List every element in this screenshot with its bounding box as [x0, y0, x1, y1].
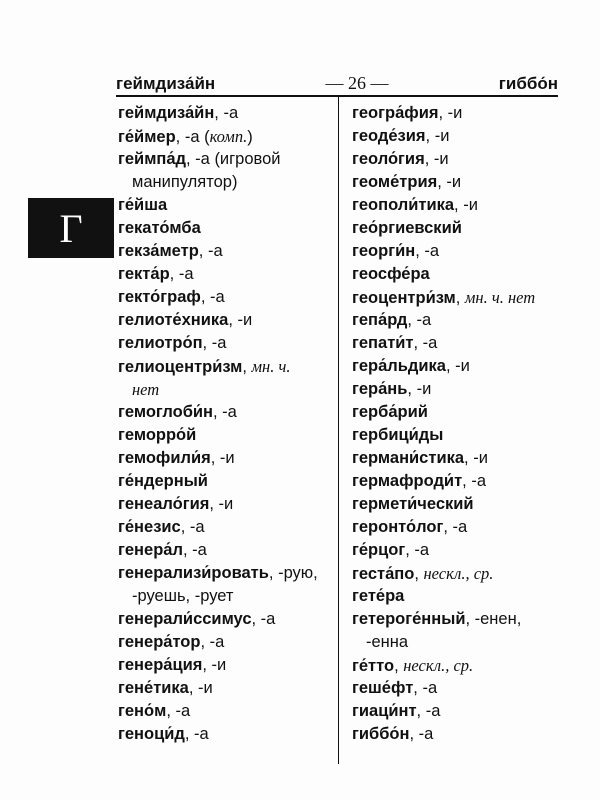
- headword: гербици́ды: [352, 426, 444, 444]
- headword: гекза́метр: [118, 242, 199, 260]
- inflection: , -и: [424, 150, 449, 168]
- inflection: , -а: [169, 265, 194, 283]
- dictionary-entry: [352, 240, 562, 263]
- headword: генерализи́ровать: [118, 564, 269, 582]
- headword: геоло́гия: [352, 150, 425, 168]
- grammar-note: мн. ч. нет: [464, 288, 536, 307]
- inflection: , -а: [407, 311, 432, 329]
- inflection: , -а: [184, 725, 209, 743]
- inflection: , -и: [209, 495, 234, 513]
- inflection: , -а: [251, 610, 276, 628]
- dictionary-entry: [118, 401, 332, 424]
- dictionary-entry: [352, 723, 562, 746]
- dictionary-entry: [118, 102, 332, 125]
- dictionary-entry: [118, 194, 332, 217]
- inflection: , -и: [464, 449, 488, 467]
- headword: гера́нь: [352, 380, 408, 398]
- dictionary-entry: [118, 631, 332, 654]
- headword: гера́льдика: [352, 357, 446, 375]
- entry-continuation: [118, 171, 332, 194]
- dictionary-entry: [118, 332, 332, 355]
- dictionary-entry: [352, 700, 562, 723]
- entry-continuation: [352, 631, 562, 654]
- headword: геогра́фия: [352, 104, 439, 122]
- dictionary-entry: [352, 309, 562, 332]
- grammar-note: мн. ч.: [251, 357, 291, 376]
- dictionary-entry: [118, 263, 332, 286]
- headword: геноци́д: [118, 725, 185, 743]
- dictionary-entry: [352, 447, 562, 470]
- inflection: , -и: [407, 380, 432, 398]
- headword: генера́ция: [118, 656, 203, 674]
- headword: герба́рий: [352, 403, 428, 421]
- dictionary-entry: [352, 148, 562, 171]
- grammar-note: нет: [132, 380, 160, 399]
- inflection: , -а: [180, 518, 205, 536]
- dictionary-entry: [118, 309, 332, 332]
- headword: гелиотро́п: [118, 334, 203, 352]
- headword: геймпа́д: [118, 150, 187, 168]
- inflection: ,: [242, 358, 252, 376]
- dictionary-entry: [118, 516, 332, 539]
- inflection: ,: [414, 565, 424, 583]
- dictionary-entry: [352, 355, 562, 378]
- dictionary-entry: [352, 585, 562, 608]
- headword: гео́ргиевский: [352, 219, 462, 237]
- dictionary-entry: [118, 608, 332, 631]
- dictionary-entry: [352, 401, 562, 424]
- dictionary-entry: [118, 148, 332, 171]
- dictionary-entry: [118, 125, 332, 148]
- headword: гелиоцентри́зм: [118, 358, 243, 376]
- dictionary-entry: [118, 447, 332, 470]
- headword: генеало́гия: [118, 495, 210, 513]
- dictionary-entry: [352, 562, 562, 585]
- dictionary-entry: [352, 217, 562, 240]
- dictionary-entry: [118, 470, 332, 493]
- headword: германи́стика: [352, 449, 465, 467]
- header-right-headword: гиббо́н: [498, 74, 558, 93]
- right-column: [352, 102, 562, 746]
- inflection: , -а: [462, 472, 486, 490]
- headword: гемофили́я: [118, 449, 211, 467]
- dictionary-entry: [118, 493, 332, 516]
- headword: гиаци́нт: [352, 702, 417, 720]
- headword: гемоглоби́н: [118, 403, 214, 421]
- headword: ге́йша: [118, 196, 168, 214]
- dictionary-entry: [118, 240, 332, 263]
- dictionary-entry: [118, 654, 332, 677]
- dictionary-entry: [352, 677, 562, 700]
- dictionary-entry: [352, 171, 562, 194]
- headword: гелиоте́хника: [118, 311, 229, 329]
- dictionary-entry: [118, 700, 332, 723]
- headword: ге́ймер: [118, 128, 176, 146]
- headword: гекато́мба: [118, 219, 201, 237]
- headword: геронто́лог: [352, 518, 444, 536]
- inflection: , -а: [413, 334, 438, 352]
- headword: гепати́т: [352, 334, 414, 352]
- dictionary-entry: [352, 424, 562, 447]
- grammar-note: комп.: [209, 127, 248, 146]
- dictionary-entry: [118, 217, 332, 240]
- inflection: , -а: [443, 518, 468, 536]
- dictionary-entry: [352, 286, 562, 309]
- dictionary-entry: [352, 194, 562, 217]
- continuation-text: -руешь, -рует: [132, 587, 234, 605]
- headword: геста́по: [352, 565, 415, 583]
- inflection: , -а (игровой: [186, 150, 281, 168]
- headword: геополи́тика: [352, 196, 455, 214]
- headword: гепа́рд: [352, 311, 408, 329]
- inflection: , -енен,: [465, 610, 522, 628]
- inflection: , -и: [202, 656, 227, 674]
- dictionary-entry: [118, 539, 332, 562]
- dictionary-entry: [118, 723, 332, 746]
- dictionary-entry: [352, 516, 562, 539]
- headword: георги́н: [352, 242, 416, 260]
- inflection: , -а: [200, 633, 225, 651]
- page-number: — 26 —: [325, 73, 389, 93]
- headword: генерали́ссимус: [118, 610, 252, 628]
- inflection: , -а (: [175, 128, 210, 146]
- headword: геоцентри́зм: [352, 289, 456, 307]
- left-column: [118, 102, 332, 746]
- grammar-note: нескл., ср.: [403, 656, 474, 675]
- inflection: , -а: [409, 725, 434, 743]
- dictionary-entry: [352, 470, 562, 493]
- dictionary-entry: [352, 125, 562, 148]
- headword: гиббо́н: [352, 725, 410, 743]
- inflection: , -а: [413, 679, 438, 697]
- inflection: ,: [455, 289, 465, 307]
- inflection: , -а: [166, 702, 191, 720]
- dictionary-entry: [352, 608, 562, 631]
- inflection-tail: ): [247, 128, 253, 146]
- dictionary-entry: [118, 355, 332, 378]
- headword: генера́тор: [118, 633, 201, 651]
- dictionary-entry: [352, 493, 562, 516]
- headword: ге́рцог: [352, 541, 406, 559]
- inflection: , -рую,: [268, 564, 318, 582]
- grammar-note: нескл., ср.: [423, 564, 494, 583]
- inflection: , -и: [210, 449, 235, 467]
- dictionary-entry: [118, 286, 332, 309]
- entry-continuation: [118, 378, 332, 401]
- inflection: , -и: [188, 679, 213, 697]
- continuation-text: манипулятор): [132, 173, 238, 191]
- inflection: , -и: [438, 104, 463, 122]
- headword: гетероге́нный: [352, 610, 466, 628]
- headword: ге́тто: [352, 657, 395, 675]
- headword: геосфе́ра: [352, 265, 430, 283]
- headword: геше́фт: [352, 679, 414, 697]
- dictionary-entry: [352, 263, 562, 286]
- inflection: , -а: [214, 104, 239, 122]
- inflection: , -а: [415, 242, 440, 260]
- inflection: , -а: [202, 334, 227, 352]
- column-divider: [338, 96, 339, 764]
- headword: гете́ра: [352, 587, 405, 605]
- headword: ге́незис: [118, 518, 181, 536]
- inflection: , -и: [425, 127, 450, 145]
- headword: геоме́трия: [352, 173, 438, 191]
- inflection: , -и: [437, 173, 462, 191]
- inflection: , -а: [198, 242, 223, 260]
- inflection: , -а: [416, 702, 441, 720]
- entry-continuation: [118, 585, 332, 608]
- headword: гермафроди́т: [352, 472, 463, 490]
- dictionary-entry: [352, 332, 562, 355]
- dictionary-entry: [352, 654, 562, 677]
- inflection: , -и: [454, 196, 478, 214]
- dictionary-entry: [118, 424, 332, 447]
- headword: ге́ндерный: [118, 472, 208, 490]
- inflection: , -а: [200, 288, 225, 306]
- running-header: [116, 66, 558, 97]
- headword: гермети́ческий: [352, 495, 474, 513]
- headword: гено́м: [118, 702, 167, 720]
- header-left-headword: геймдиза́йн: [116, 74, 216, 93]
- inflection: , -а: [182, 541, 207, 559]
- inflection: , -и: [445, 357, 470, 375]
- dictionary-entry: [352, 378, 562, 401]
- headword: генера́л: [118, 541, 183, 559]
- headword: геймдиза́йн: [118, 104, 215, 122]
- headword: гекто́граф: [118, 288, 201, 306]
- dictionary-entry: [118, 677, 332, 700]
- continuation-text: -енна: [366, 633, 409, 651]
- headword: геоде́зия: [352, 127, 426, 145]
- inflection: , -а: [213, 403, 237, 421]
- dictionary-entry: [352, 539, 562, 562]
- inflection: , -а: [405, 541, 430, 559]
- inflection: ,: [394, 657, 404, 675]
- dictionary-entry: [118, 562, 332, 585]
- headword: геморро́й: [118, 426, 197, 444]
- headword: гене́тика: [118, 679, 189, 697]
- letter-thumb-tab: Г: [28, 198, 114, 258]
- inflection: , -и: [228, 311, 253, 329]
- headword: гекта́р: [118, 265, 170, 283]
- dictionary-entry: [352, 102, 562, 125]
